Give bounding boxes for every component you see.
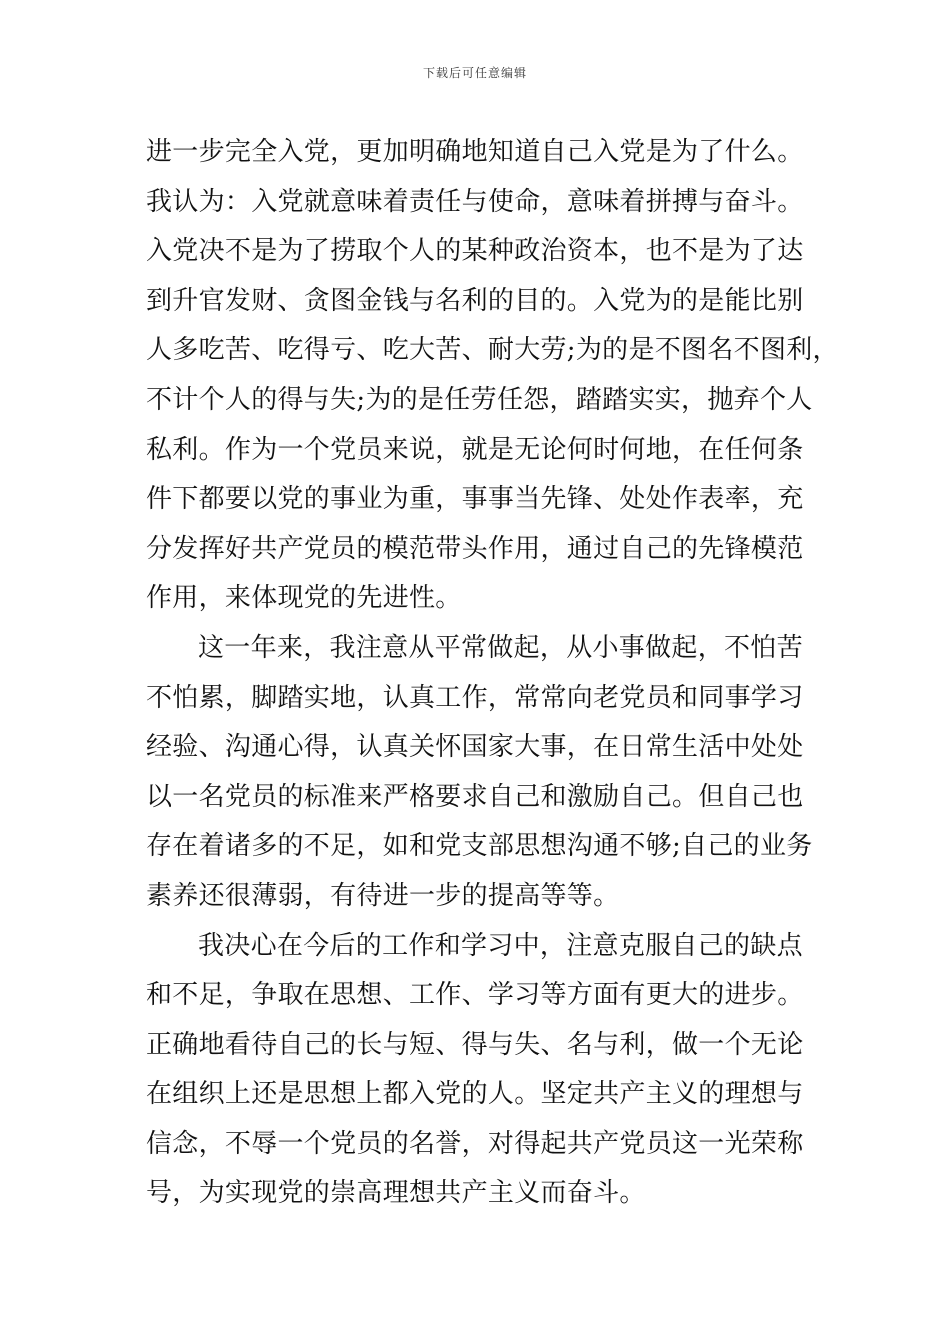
text-line: 存在着诸多的不足，如和党支部思想沟通不够;自己的业务 bbox=[146, 831, 813, 862]
document-body bbox=[146, 128, 839, 1219]
text-line: 素养还很薄弱，有待进一步的提高等等。 bbox=[146, 880, 620, 911]
text-line: 私利。作为一个党员来说，就是无论何时何地，在任何条 bbox=[146, 434, 804, 465]
text-line: 我认为：入党就意味着责任与使命，意味着拼搏与奋斗。 bbox=[146, 186, 804, 217]
text-line: 和不足，争取在思想、工作、学习等方面有更大的进步。 bbox=[146, 980, 804, 1011]
header-note: 下载后可任意编辑 bbox=[422, 66, 527, 80]
text-line: 正确地看待自己的长与短、得与失、名与利，做一个无论 bbox=[146, 1029, 804, 1060]
text-line: 到升官发财、贪图金钱与名利的目的。入党为的是能比别 bbox=[146, 285, 804, 316]
text-line: 经验、沟通心得，认真关怀国家大事，在日常生活中处处 bbox=[146, 732, 804, 763]
text-line: 号，为实现党的崇高理想共产主义而奋斗。 bbox=[146, 1178, 646, 1209]
text-line: 不怕累，脚踏实地，认真工作，常常向老党员和同事学习 bbox=[146, 682, 804, 713]
paragraph-start-line: 这一年来，我注意从平常做起，从小事做起，不怕苦 bbox=[198, 632, 803, 663]
text-line: 不计个人的得与失;为的是任劳任怨，踏踏实实，抛弃个人 bbox=[146, 384, 813, 415]
text-line: 作用，来体现党的先进性。 bbox=[146, 583, 462, 614]
text-line: 进一步完全入党，更加明确地知道自己入党是为了什么。 bbox=[146, 137, 804, 167]
text-line: 件下都要以党的事业为重，事事当先锋、处处作表率，充 bbox=[146, 484, 804, 515]
text-line: 信念，不辱一个党员的名誉，对得起共产党员这一光荣称 bbox=[146, 1128, 804, 1159]
text-line: 分发挥好共产党员的模范带头作用，通过自己的先锋模范 bbox=[146, 533, 804, 564]
paragraph-start-line: 我决心在今后的工作和学习中，注意克服自己的缺点 bbox=[198, 930, 803, 961]
text-line: 以一名党员的标准来严格要求自己和激励自己。但自己也 bbox=[146, 781, 804, 812]
text-line: 入党决不是为了捞取个人的某种政治资本，也不是为了达 bbox=[146, 236, 804, 267]
text-line: 在组织上还是思想上都入党的人。坚定共产主义的理想与 bbox=[146, 1079, 804, 1110]
text-line: 人多吃苦、吃得亏、吃大苦、耐大劳;为的是不图名不图利， bbox=[146, 335, 839, 366]
